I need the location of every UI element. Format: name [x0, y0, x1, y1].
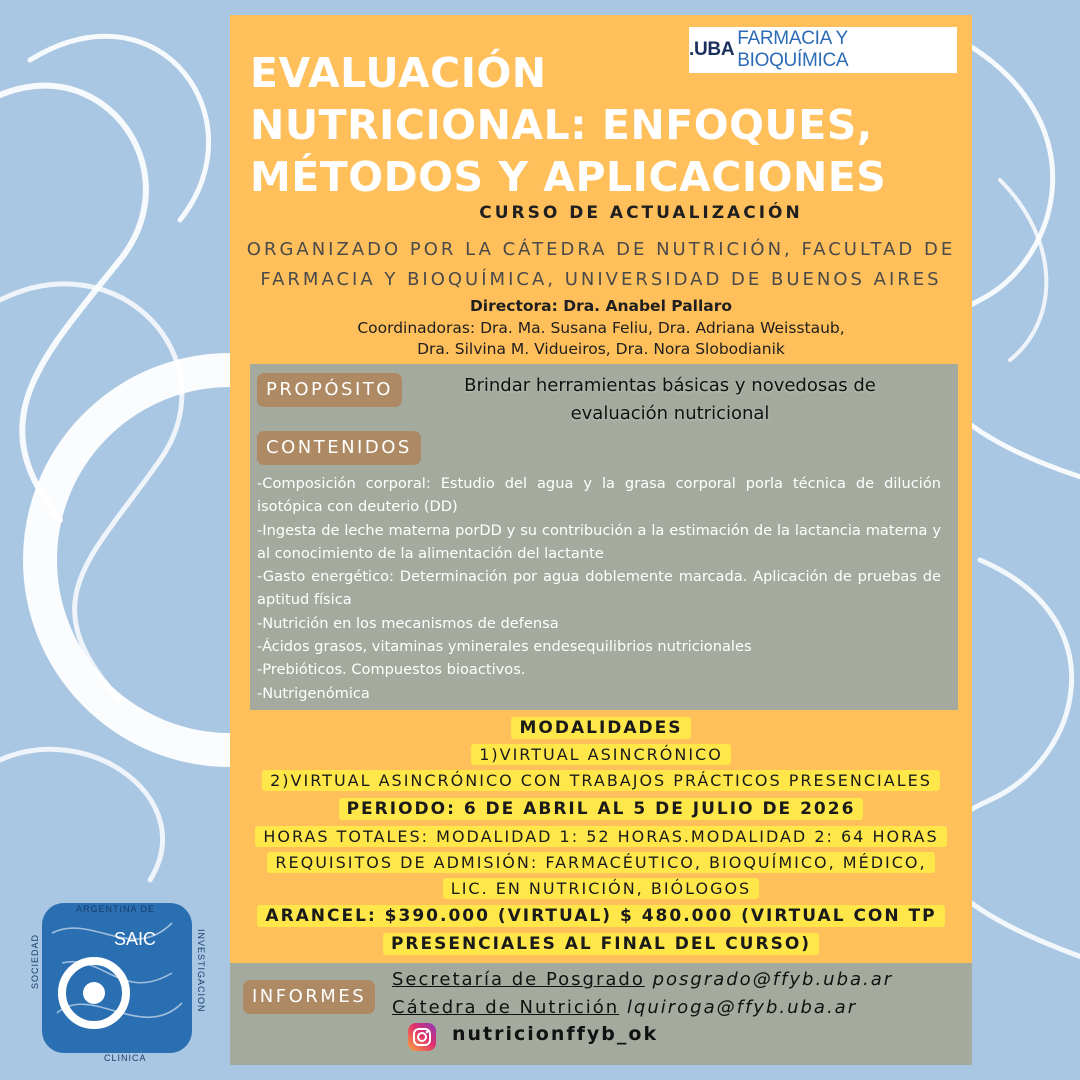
coordinadoras-line: Coordinadoras: Dra. Ma. Susana Feliu, Dra. Adriana Weisstaub, — [357, 319, 845, 337]
proposito-label: PROPÓSITO — [257, 373, 402, 407]
modalidades-section — [230, 713, 972, 958]
contact-name-link[interactable]: Cátedra de Nutrición — [392, 997, 620, 1018]
title-line: MÉTODOS Y APLICACIONES — [250, 153, 887, 201]
contenidos-label: CONTENIDOS — [257, 431, 421, 465]
course-flyer — [230, 15, 972, 1065]
contenidos-item: -Ácidos grasos, vitaminas yminerales endesequilibrios nutricionales — [257, 638, 752, 656]
logo-facultad-text: FARMACIA Y BIOQUÍMICA — [737, 28, 849, 71]
requisitos-line: LIC. EN NUTRICIÓN, BIÓLOGOS — [443, 878, 759, 899]
contenidos-item: -Ingesta de leche materna porDD y su contribución a la estimación de la lactancia materna y al conocimiento de la alimentación del lactante — [257, 521, 941, 562]
modalidades-heading: MODALIDADES — [511, 717, 690, 739]
contenidos-item: -Composición corporal: Estudio del agua y la grasa corporal porla técnica de dilución isotópica con deuterio (DD) — [257, 475, 941, 516]
contact-email-link[interactable]: lquiroga@ffyb.uba.ar — [626, 997, 858, 1018]
title-line: NUTRICIONAL: ENFOQUES, — [250, 101, 873, 149]
proposito-text — [415, 372, 925, 428]
contact-line — [392, 969, 893, 990]
periodo: PERIODO: 6 DE ABRIL AL 5 DE JULIO DE 2026 — [339, 798, 864, 820]
contact-email-link[interactable]: posgrado@ffyb.uba.ar — [652, 969, 894, 990]
instagram-handle[interactable]: nutricionffyb_ok — [452, 1023, 659, 1045]
informes-panel — [230, 963, 972, 1065]
organizer — [240, 235, 962, 295]
arancel-line: ARANCEL: $390.000 (VIRTUAL) $ 480.000 (VIRTUAL CON TP — [257, 905, 944, 927]
logo-uba-text: .UBA — [689, 39, 735, 60]
contenidos-item: -Nutrigenómica — [257, 684, 370, 702]
contenidos-item: -Nutrición en los mecanismos de defensa — [257, 614, 559, 632]
contenidos-list — [257, 472, 941, 705]
saic-ring-text-bottom: CLINICA — [104, 1053, 147, 1063]
saic-dot — [83, 982, 105, 1004]
course-title — [250, 47, 890, 203]
horas-totales: HORAS TOTALES: MODALIDAD 1: 52 HORAS.MODALIDAD 2: 64 HORAS — [255, 826, 946, 847]
modalidad-option-2: 2)VIRTUAL ASINCRÓNICO CON TRABAJOS PRÁCTICOS PRESENCIALES — [262, 770, 940, 791]
proposito-line: Brindar herramientas básicas y novedosas de — [464, 375, 876, 396]
informes-label: INFORMES — [243, 980, 375, 1014]
saic-logo — [30, 893, 206, 1063]
contenidos-item: -Gasto energético: Determinación por agua doblemente marcada. Aplicación de pruebas de aptitud física — [257, 568, 941, 609]
proposito-line: evaluación nutricional — [570, 403, 770, 424]
modalidad-option-1: 1)VIRTUAL ASINCRÓNICO — [471, 744, 731, 765]
contact-line — [392, 997, 857, 1018]
directora: Directora: Dra. Anabel Pallaro — [469, 297, 733, 315]
contenidos-item: -Prebióticos. Compuestos bioactivos. — [257, 661, 526, 679]
arancel-line: PRESENCIALES AL FINAL DEL CURSO) — [383, 933, 819, 955]
saic-ring-text-right: INVESTIGACION — [196, 929, 206, 1013]
saic-ring-text-top: ARGENTINA DE — [76, 904, 156, 914]
content-panel — [250, 364, 958, 710]
coordinadoras-line: Dra. Silvina M. Vidueiros, Dra. Nora Slobodianik — [417, 340, 785, 358]
contact-name-link[interactable]: Secretaría de Posgrado — [392, 969, 645, 990]
title-line: EVALUACIÓN — [250, 49, 547, 97]
course-subtitle: CURSO DE ACTUALIZACIÓN — [479, 203, 803, 223]
requisitos-line: REQUISITOS DE ADMISIÓN: FARMACÉUTICO, BIOQUÍMICO, MÉDICO, — [267, 852, 934, 873]
instagram-icon — [408, 1023, 436, 1051]
coordinadoras — [230, 318, 972, 360]
saic-acronym: SAIC — [114, 929, 157, 949]
organizer-line: ORGANIZADO POR LA CÁTEDRA DE NUTRICIÓN, FACULTAD DE — [246, 239, 956, 260]
organizer-line: FARMACIA Y BIOQUÍMICA, UNIVERSIDAD DE BUENOS AIRES — [260, 269, 942, 290]
saic-ring-text-left: SOCIEDAD — [30, 933, 40, 989]
